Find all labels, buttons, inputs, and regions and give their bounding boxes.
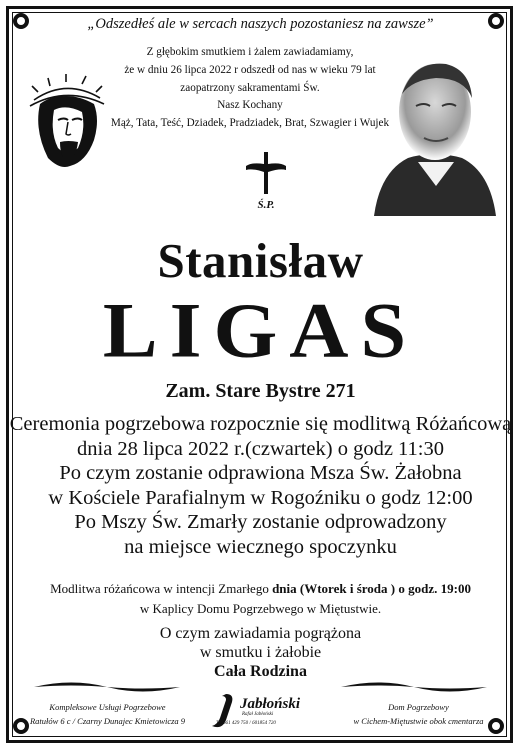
prayer-notice bbox=[0, 579, 521, 619]
footer-line: Ratułów 6 c / Czarny Dunajec Kmietowicza 9 bbox=[29, 716, 186, 726]
intro-line: Nasz Kochany bbox=[217, 99, 283, 112]
prayer-line bbox=[0, 579, 521, 599]
footer-funeral-home bbox=[336, 700, 501, 728]
intro-line: Z głębokim smutkiem i żalem zawiadamiamy, bbox=[146, 46, 354, 58]
footer-company bbox=[20, 700, 195, 728]
ceremony-line: Po czym zostanie odprawiona Msza Św. Żałobna bbox=[59, 462, 462, 484]
address: Zam. Stare Bystre 271 bbox=[165, 380, 356, 402]
family-line: w smutku i żałobie bbox=[199, 644, 322, 661]
prayer-line: w Kaplicy Domu Pogrzebwego w Miętustwie. bbox=[139, 601, 382, 616]
funeral-home-logo bbox=[200, 692, 330, 732]
intro-text bbox=[100, 44, 400, 133]
decorative-divider bbox=[339, 680, 489, 694]
jesus-illustration bbox=[20, 70, 112, 172]
decorative-divider bbox=[32, 680, 182, 694]
motto: „Odszedłeś ale w sercach naszych pozostaniesz na zawsze” bbox=[87, 16, 434, 32]
ceremony-line: w Kościele Parafialnym w Rogoźniku o godz 12:00 bbox=[48, 486, 473, 509]
ceremony-line: na miejsce wiecznego spoczynku bbox=[124, 535, 397, 558]
ceremony-line: dnia 28 lipca 2022 r.(czwartek) o godz 11:30 bbox=[77, 437, 444, 460]
intro-line: że w dniu 26 lipca 2022 r odszedł od nas w wieku 79 lat bbox=[124, 63, 376, 76]
ceremony-line: Po Mszy Św. Zmarły zostanie odprowadzony bbox=[74, 511, 447, 533]
footer-line: w Cichem-Miętustwie obok cmentarza bbox=[353, 716, 484, 726]
last-name: LIGAS bbox=[102, 286, 419, 374]
footer-line: Dom Pogrzebowy bbox=[388, 702, 449, 712]
logo-name: Jabłoński bbox=[240, 696, 301, 712]
prayer-time: dnia (Wtorek i środa ) o godz. 19:00 bbox=[272, 581, 471, 596]
ceremony-text bbox=[0, 412, 521, 559]
first-name: Stanisław bbox=[157, 233, 364, 288]
portrait-photo bbox=[374, 54, 496, 216]
ceremony-line: Ceremonia pogrzebowa rozpocznie się modlitwą Różańcową bbox=[9, 413, 512, 435]
intro-line: Mąż, Tata, Teść, Dziadek, Pradziadek, Brat, Szwagier i Wujek bbox=[110, 117, 390, 130]
prayer-text: Modlitwa różańcowa w intencji Zmarłego bbox=[50, 581, 273, 596]
intro-line: zaopatrzony sakramentami Św. bbox=[180, 81, 320, 94]
logo-subtitle: Rafał Jabłoński bbox=[242, 712, 274, 717]
family-line: O czym zawiadamia pogrążona bbox=[159, 625, 362, 642]
footer bbox=[20, 680, 501, 736]
footer-line: Kompleksowe Usługi Pogrzebowe bbox=[49, 702, 166, 712]
cross-initials: Ś.P. bbox=[257, 199, 275, 211]
family-notice bbox=[0, 624, 521, 681]
family-signature: Cała Rodzina bbox=[214, 663, 307, 680]
logo-phone: Tel 661 429 750 / 601854 720 bbox=[216, 721, 276, 726]
cross-icon bbox=[236, 150, 296, 212]
